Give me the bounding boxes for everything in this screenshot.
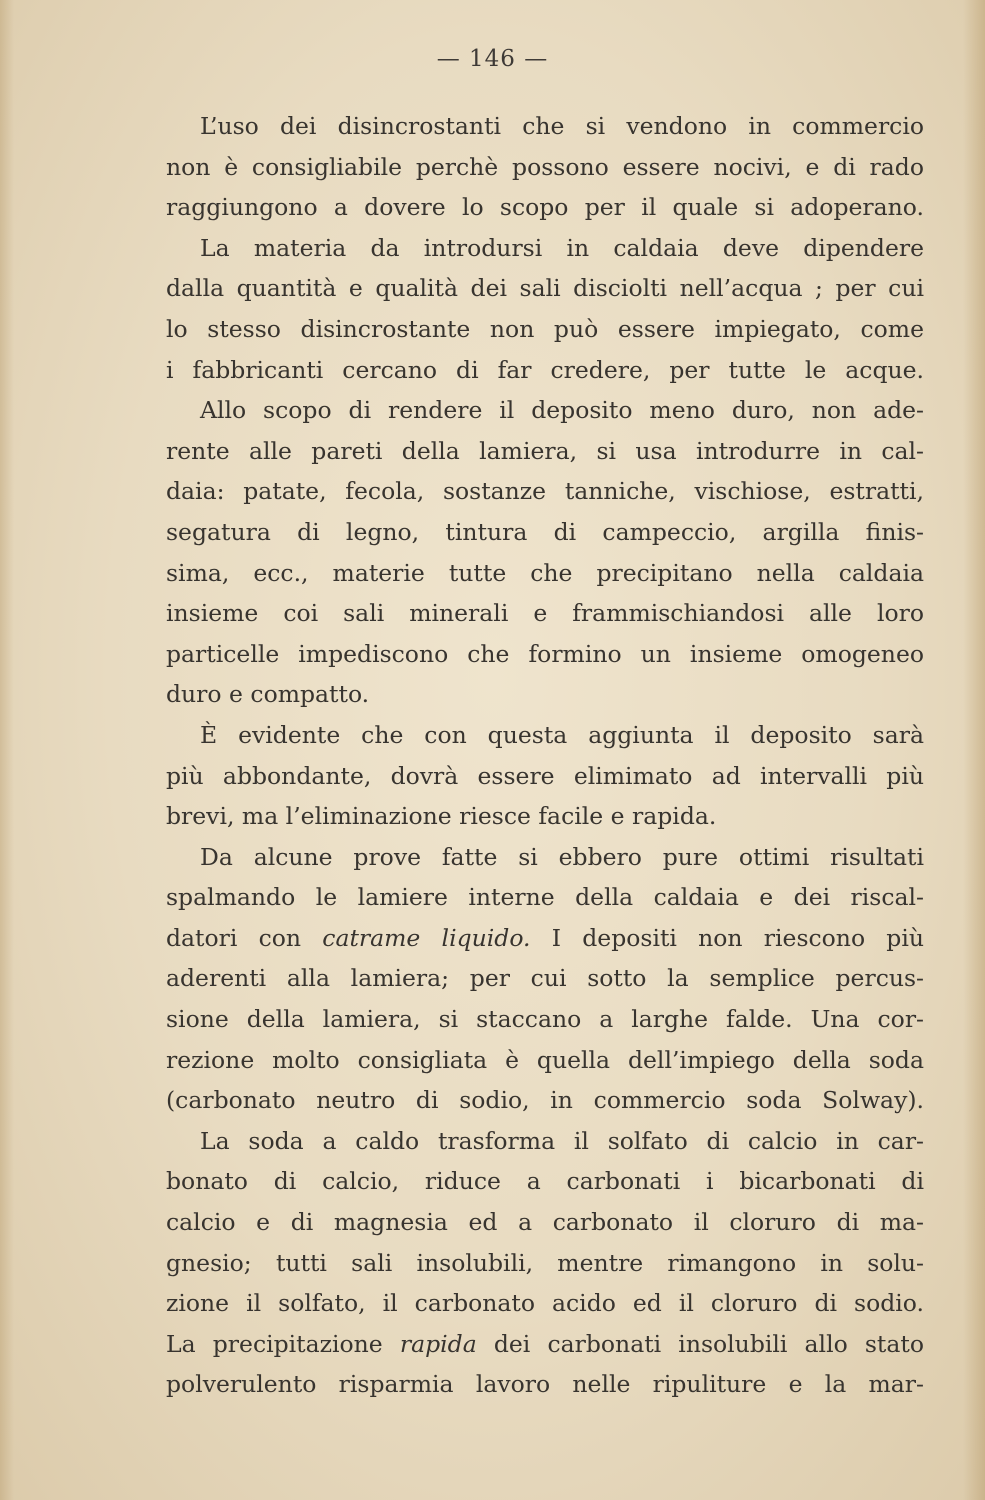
text-segment: La precipitazione	[166, 1329, 400, 1358]
text-line: brevi, ma l’eliminazione riesce facile e rapida.	[166, 802, 717, 831]
text-line: rezione molto consigliata è quella dell’impiego della soda	[166, 1045, 924, 1074]
text-line: È evidente che con questa aggiunta il deposito sarà	[200, 720, 924, 749]
text-line: non è consigliabile perchè possono essere nocivi, e di rado	[166, 152, 924, 181]
text-line: segatura di legno, tintura di campeccio, argilla finis-	[166, 517, 924, 546]
text-line: spalmando le lamiere interne della caldaia e dei riscal-	[166, 883, 924, 912]
text-line	[166, 1324, 924, 1365]
text-line: sima, ecc., materie tutte che precipitano nella caldaia	[166, 558, 924, 587]
text-line: L’uso dei disincrostanti che si vendono in commercio	[200, 112, 924, 140]
page-right-edge-shadow	[963, 0, 985, 1500]
text-line: duro e compatto.	[166, 680, 370, 709]
text-segment: datori con	[166, 923, 323, 952]
italic-term: catrame liquido.	[322, 923, 531, 952]
text-line: gnesio; tutti sali insolubili, mentre rimangono in solu-	[166, 1248, 924, 1277]
text-line: aderenti alla lamiera; per cui sotto la semplice percus-	[166, 964, 924, 993]
text-line: particelle impediscono che formino un insieme omogeneo	[166, 639, 924, 668]
page-number: — 146 —	[436, 46, 549, 72]
text-segment: I depositi non riescono più	[530, 923, 925, 952]
text-line: Allo scopo di rendere il deposito meno duro, non ade-	[200, 396, 924, 425]
text-line: rente alle pareti della lamiera, si usa introdurre in cal-	[166, 436, 924, 465]
text-line: polverulento risparmia lavoro nelle ripuliture e la mar-	[166, 1370, 924, 1399]
text-line: La soda a caldo trasforma il solfato di calcio in car-	[200, 1126, 924, 1155]
text-line: dalla quantità e qualità dei sali disciolti nell’acqua ; per cui	[166, 274, 924, 303]
text-line: sione della lamiera, si staccano a larghe falde. Una cor-	[166, 1005, 924, 1034]
text-line: raggiungono a dovere lo scopo per il quale si adoperano.	[166, 193, 924, 222]
text-line: bonato di calcio, riduce a carbonati i bicarbonati di	[166, 1167, 924, 1196]
italic-term: rapida	[399, 1329, 477, 1358]
text-line	[166, 918, 924, 959]
text-line: i fabbricanti cercano di far credere, per tutte le acque.	[166, 355, 924, 384]
text-line: La materia da introdursi in caldaia deve dipendere	[200, 233, 924, 262]
text-segment: dei carbonati insolubili allo stato	[476, 1329, 924, 1358]
text-line: più abbondante, dovrà essere elimimato ad intervalli più	[166, 761, 924, 790]
body-text	[166, 106, 924, 1405]
page-left-edge-shadow	[0, 0, 14, 1500]
text-line: daia: patate, fecola, sostanze tanniche, vischiose, estratti,	[166, 477, 924, 506]
text-line: (carbonato neutro di sodio, in commercio soda Solway).	[166, 1086, 924, 1115]
text-line: calcio e di magnesia ed a carbonato il cloruro di ma-	[166, 1208, 924, 1237]
text-line: insieme coi sali minerali e frammischiandosi alle loro	[166, 599, 924, 628]
text-line: lo stesso disincrostante non può essere impiegato, come	[166, 314, 924, 343]
text-line: Da alcune prove fatte si ebbero pure ottimi risultati	[200, 842, 924, 871]
text-line: zione il solfato, il carbonato acido ed il cloruro di sodio.	[166, 1289, 924, 1318]
